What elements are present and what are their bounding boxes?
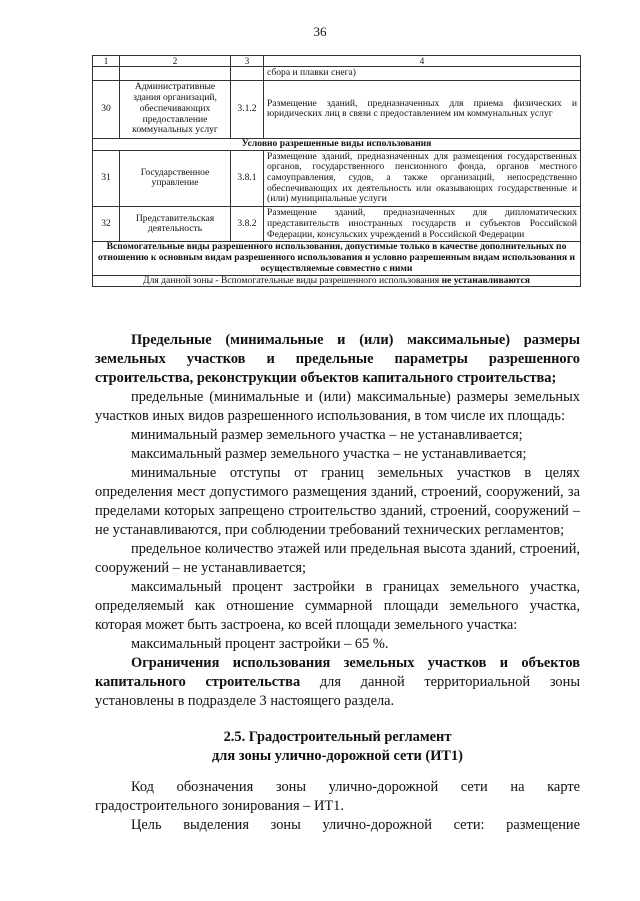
row-code-cell: 3.1.2 [231,80,264,138]
table-row [93,207,581,242]
paragraph-setbacks: минимальные отступы от границ земельных участков в целях определения мест допустимого размещения зданий, строений, сооружений, за пределами которых запрещено строительство зданий, строений, сооружений – не устанавливаются, при соблюдении требований технических регламентов; [95,465,580,538]
paragraph-zone-code: Код обозначения зоны улично-дорожной сети на карте градостроительного зонирования – ИТ1. [95,779,580,814]
paragraph-zone-goal: Цель выделения зоны улично-дорожной сети: размещение [131,817,580,833]
limits-block [95,331,580,711]
auxiliary-note-bold: не устанавливаются [441,274,530,286]
section-conditional-title: Условно разрешенные виды использования [93,138,581,150]
land-use-table [92,55,581,287]
paragraph-sizes: предельные (минимальные и (или) максимальные) размеры земельных участков иных видов разрешенного использования, в том числе их площадь: [95,389,580,424]
section-title-line2: для зоны улично-дорожной сети (ИТ1) [212,748,463,764]
auxiliary-note [93,275,581,287]
row-desc-cell: Размещение зданий, предназначенных для размещения государственных органов, государственного пенсионного фонда, органов местного самоуправления, судов, а также организаций, непосредственно обеспечивающих их деятельность или оказывающих государственные и (или) муниципальные услуги [264,150,581,207]
page-number: 36 [313,24,327,39]
paragraph-floors: предельное количество этажей или предельная высота зданий, строений, сооружений – не устанавливается; [95,541,580,576]
paragraph-restrictions [95,654,580,711]
table-row [93,80,581,138]
table-row [93,150,581,207]
restrictions-bold: Ограничения использования земельных участков и объектов капитального строительства [95,655,580,690]
header-cell: 3 [231,56,264,67]
row-code-cell: 3.8.1 [231,150,264,207]
table-note-row [93,275,581,287]
paragraph-max-size: максимальный размер земельного участка – не устанавливается; [131,446,527,462]
limits-heading: Предельные (минимальные и (или) максимальные) размеры земельных участков и предельные параметры разрешенного строительства, реконструкции объектов капитального строительства; [95,332,580,386]
zone-code-block [95,778,580,835]
row-desc-cell: Размещение зданий, предназначенных для дипломатических представительств иностранных государств и субъектов Российской Федерации, консульских учреждений в Российской Федерации [264,207,581,242]
row-name-cell [120,67,231,81]
paragraph-coverage-value: максимальный процент застройки – 65 %. [131,636,389,652]
table-section-row [93,242,581,275]
header-cell: 2 [120,56,231,67]
row-number-cell [93,67,120,81]
row-desc-cell: Размещение зданий, предназначенных для приема физических и юридических лиц в связи с предоставлением им коммунальных услуг [264,80,581,138]
header-cell: 4 [264,56,581,67]
row-number-cell: 30 [93,80,120,138]
row-desc-cell: сбора и плавки снега) [264,67,581,81]
row-number-cell: 32 [93,207,120,242]
table-section-row [93,138,581,150]
row-number-cell: 31 [93,150,120,207]
paragraph-coverage: максимальный процент застройки в границах земельного участка, определяемый как отношение суммарной площади земельного участка, которая может быть застроена, ко всей площади земельного участка: [95,579,580,633]
table-row [93,67,581,81]
table-header-row [93,56,581,67]
paragraph-min-size: минимальный размер земельного участка – не устанавливается; [131,427,523,443]
section-title-line1: 2.5. Градостроительный регламент [223,729,452,745]
row-name-cell: Государственное управление [120,150,231,207]
row-code-cell: 3.8.2 [231,207,264,242]
section-auxiliary-title: Вспомогательные виды разрешенного использования, допустимые только в качестве дополнительных по отношению к основным видам разрешенного использования и условно разрешенным видам использования и осуществляемые совместно с ними [93,242,581,275]
header-cell: 1 [93,56,120,67]
row-code-cell [231,67,264,81]
row-name-cell: Административные здания организаций, обеспечивающих предоставление коммунальных услуг [120,80,231,138]
row-name-cell: Представительская деятельность [120,207,231,242]
restrictions-rest: для данной территориальной зоны установлены в подразделе 3 настоящего раздела. [95,674,580,709]
auxiliary-note-text: Для данной зоны - Вспомогательные виды разрешенного использования [143,274,440,286]
section-title-block [95,728,580,766]
